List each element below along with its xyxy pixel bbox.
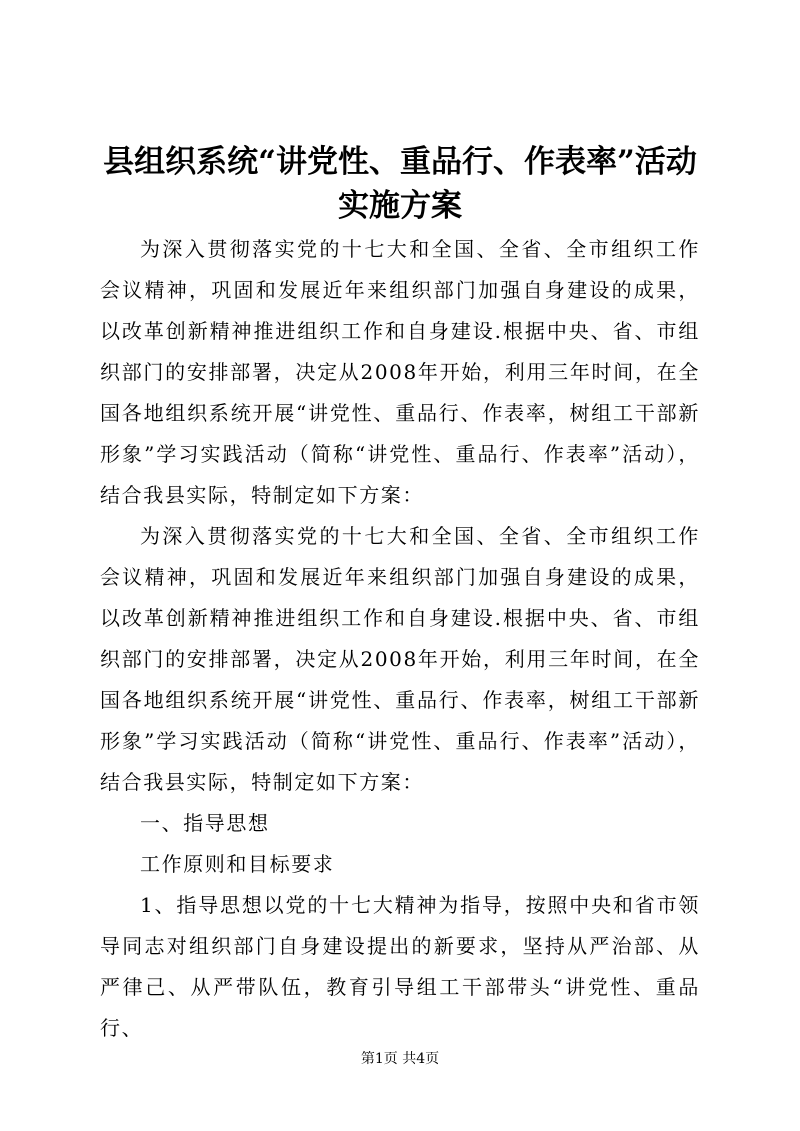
title-line-1: 县组织系统“讲党性、重品行、作表率”活动	[103, 144, 697, 180]
title-line-2: 实施方案	[338, 188, 462, 224]
paragraph-intro-2: 为深入贯彻落实党的十七大和全国、全省、全市组织工作会议精神，巩固和发展近年来组织部门加强自身建设的成果，以改革创新精神推进组织工作和自身建设.根据中央、省、市组织部门的安排部署，决定从2008年开始，利用三年时间，在全国各地组织系统开展“讲党性、重品行、作表率，树组工干部新形象”学习实践活动（简称“讲党性、重品行、作表率”活动），结合我县实际，特制定如下方案：	[100, 524, 700, 794]
document-body	[100, 229, 700, 1049]
section-heading-principles: 工作原则和目标要求	[140, 852, 335, 876]
section-heading-guiding-ideology: 一、指导思想	[140, 811, 270, 835]
paragraph-guiding-ideology: 1、指导思想以党的十七大精神为指导，按照中央和省市领导同志对组织部门自身建设提出的新要求，坚持从严治部、从严律己、从严带队伍，教育引导组工干部带头“讲党性、重品行、	[100, 893, 700, 1040]
paragraph-intro-1: 为深入贯彻落实党的十七大和全国、全省、全市组织工作会议精神，巩固和发展近年来组织部门加强自身建设的成果，以改革创新精神推进组织工作和自身建设.根据中央、省、市组织部门的安排部署，决定从2008年开始，利用三年时间，在全国各地组织系统开展“讲党性、重品行、作表率，树组工干部新形象”学习实践活动（简称“讲党性、重品行、作表率”活动），结合我县实际，特制定如下方案：	[100, 237, 700, 507]
document-title	[100, 140, 700, 228]
page-footer: 第1页 共4页	[360, 1051, 440, 1067]
